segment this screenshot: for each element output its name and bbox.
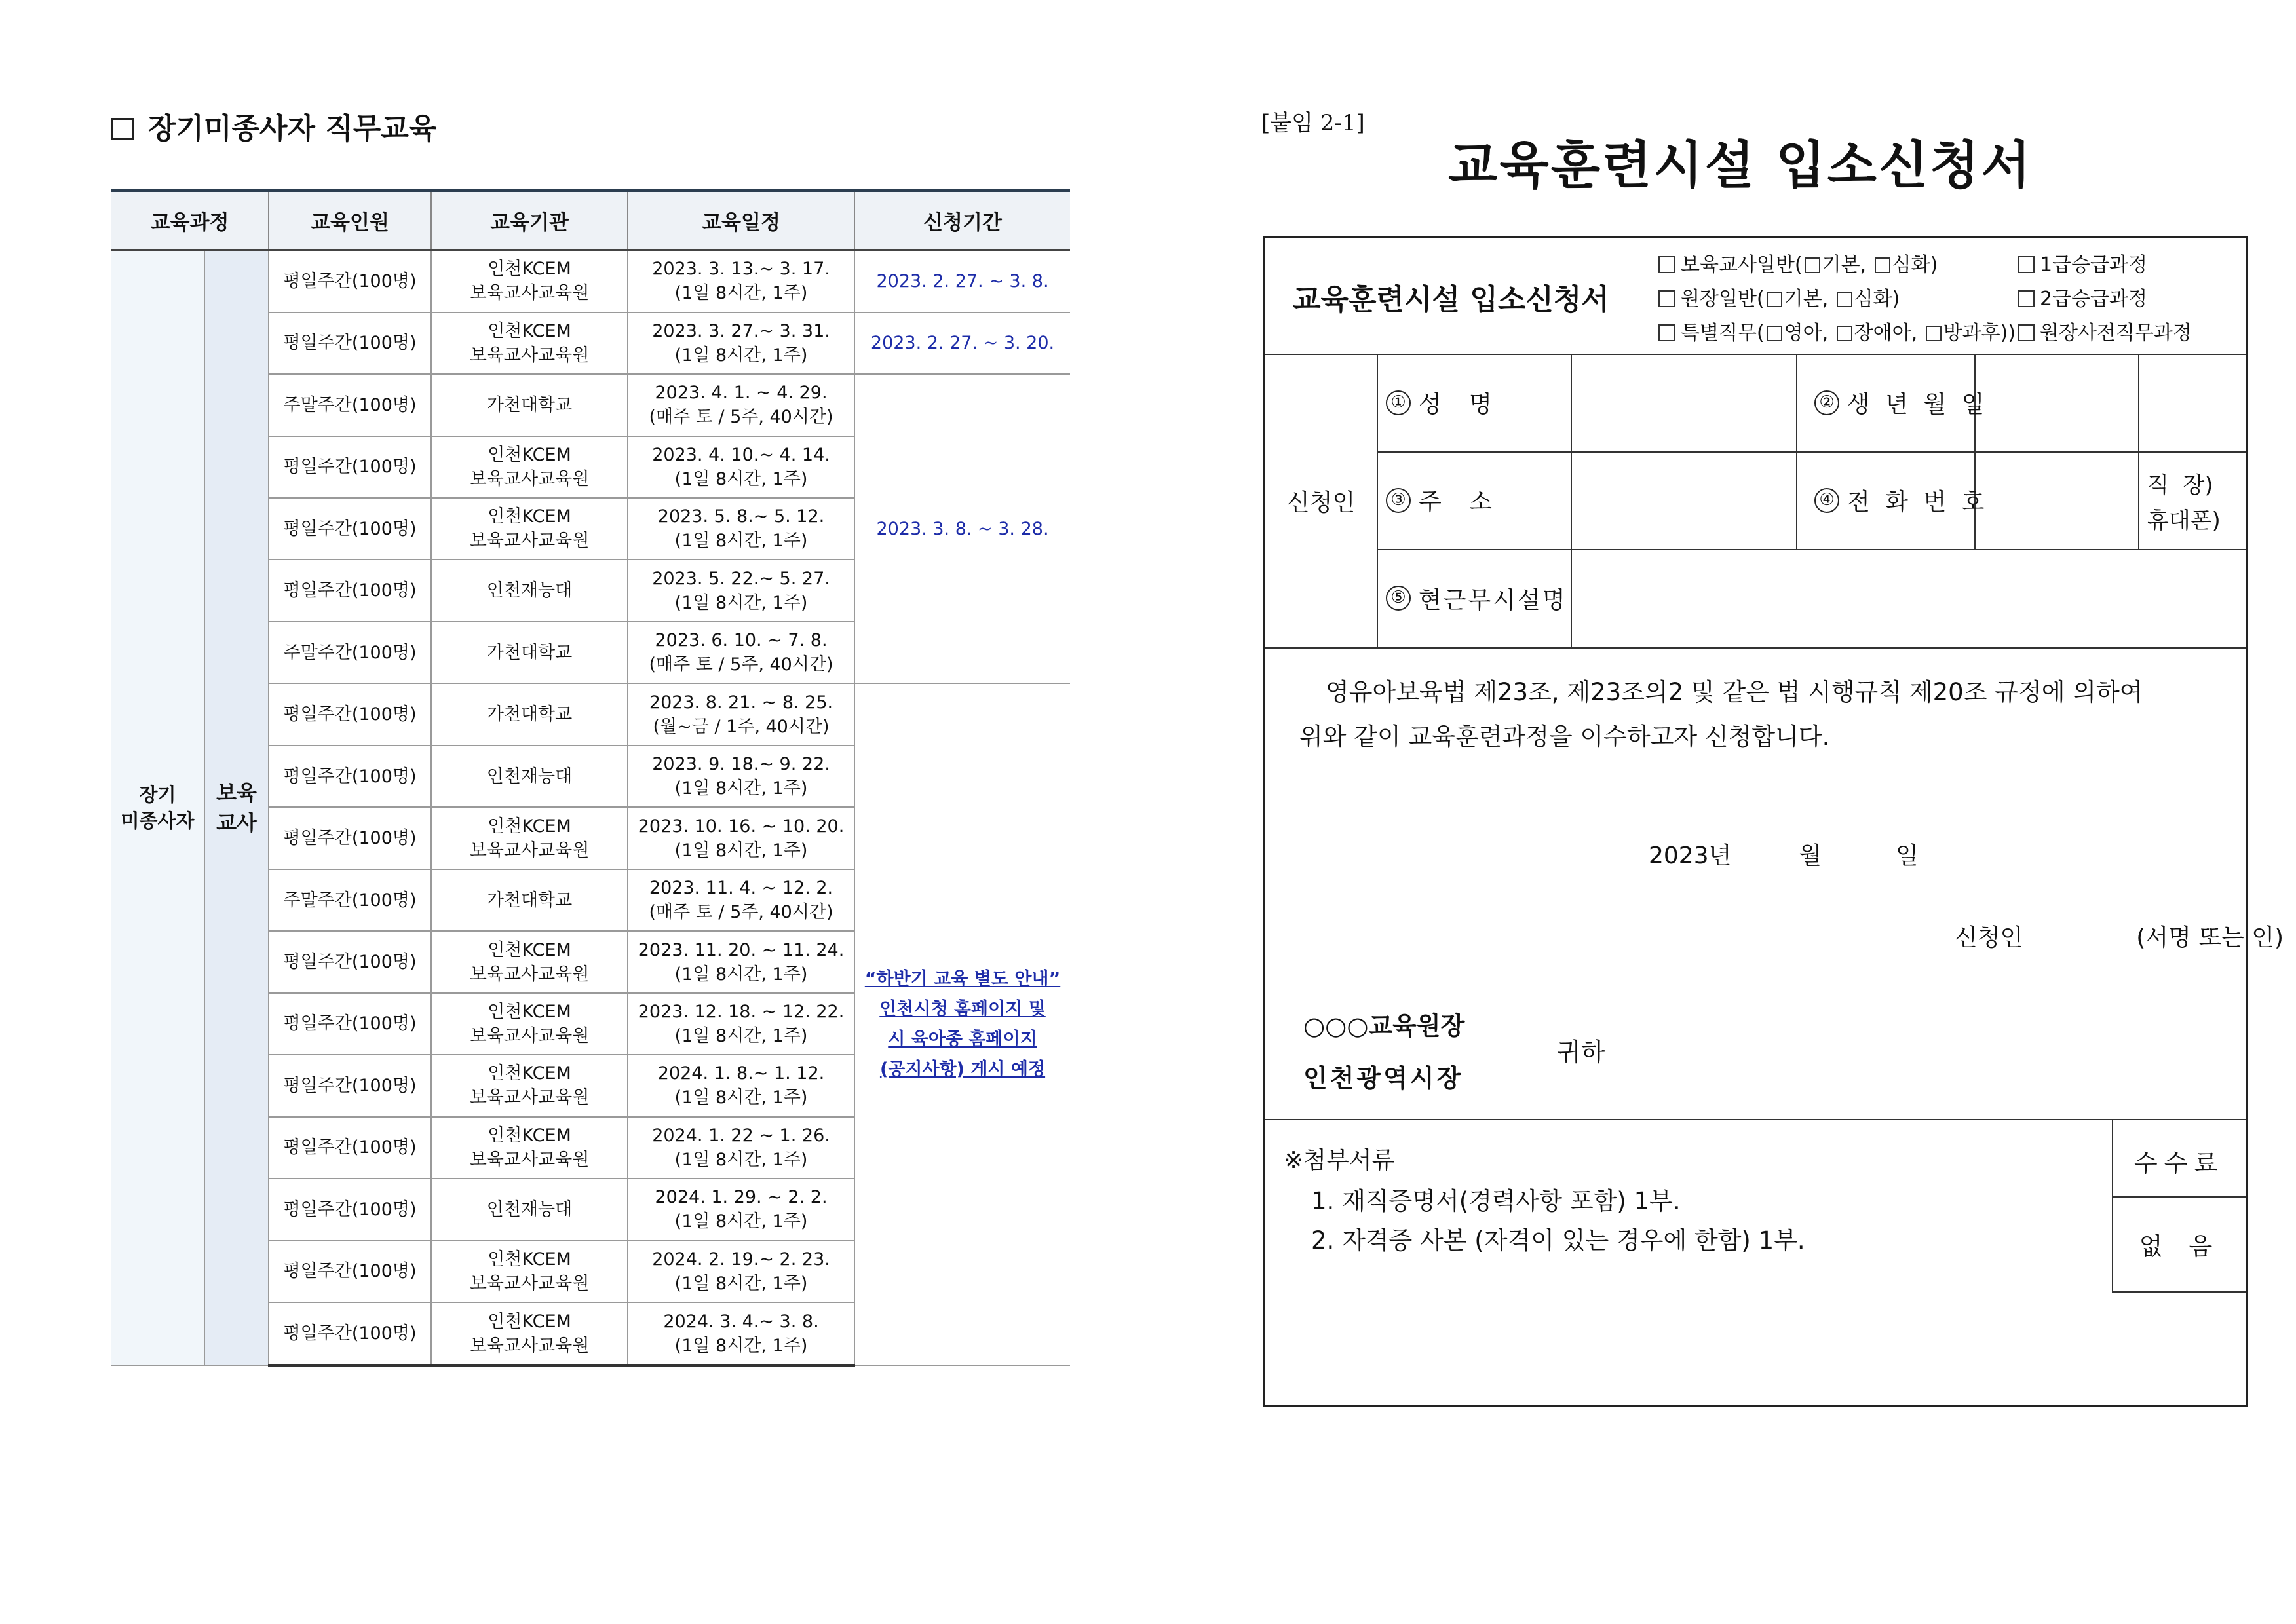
field-workplace-label	[1386, 549, 1567, 647]
option-grade1[interactable]	[2018, 248, 2147, 277]
option-label: 장애아,	[1854, 322, 1924, 345]
people-cell: 평일주간(100명)	[269, 1055, 431, 1116]
document-title: 교육훈련시설 입소신청서	[1448, 136, 2033, 195]
schedule-cell: 2024. 1. 8.~ 1. 12. (1일 8시간, 1주)	[628, 1055, 854, 1116]
addressee-1: ○○○교육원장	[1303, 1011, 1465, 1040]
date-month: 월	[1799, 842, 1822, 869]
org-cell: 인천KCEM 보육교사교육원	[431, 312, 628, 374]
people-cell: 평일주간(100명)	[269, 931, 431, 992]
option-grade2[interactable]	[2018, 282, 2147, 311]
field-address-label	[1386, 451, 1493, 549]
option-label: 심화)	[1854, 288, 1900, 311]
checkbox-icon[interactable]	[1805, 257, 1820, 273]
schedule-cell: 2023. 8. 21. ~ 8. 25. (월~금 / 1주, 40시간)	[628, 683, 854, 745]
schedule-cell: 2023. 12. 18. ~ 12. 22. (1일 8시간, 1주)	[628, 993, 854, 1055]
period-note-line: (공지사항) 게시 예정	[879, 1059, 1046, 1080]
checkbox-icon[interactable]	[1658, 324, 1675, 341]
schedule-table	[111, 189, 1070, 1367]
field-name-label	[1386, 354, 1493, 451]
application-form	[1263, 236, 2284, 1407]
attachment-item-2: 2. 자격증 사본 (자격이 있는 경우에 한함) 1부.	[1311, 1226, 1805, 1255]
org-cell: 가천대학교	[431, 622, 628, 683]
option-label: 1급승급과정	[2040, 254, 2147, 276]
schedule-cell: 2023. 3. 27.~ 3. 31. (1일 8시간, 1주)	[628, 312, 854, 374]
course-group-cell: 장기 미종사자	[111, 250, 204, 1366]
option-label: 방과후))	[1943, 322, 2016, 345]
checkbox-icon[interactable]	[1837, 326, 1852, 341]
org-cell: 인천KCEM 보육교사교육원	[431, 1117, 628, 1179]
date-year: 2023년	[1649, 842, 1732, 869]
option-director-pre[interactable]	[2018, 316, 2192, 345]
field-address-text: 주 소	[1419, 489, 1493, 516]
option-label: 원장일반(	[1681, 288, 1765, 311]
option-label: 기본,	[1822, 254, 1873, 276]
attachment-item-1: 1. 재직증명서(경력사항 포함) 1부.	[1311, 1187, 1681, 1215]
date-line	[1649, 837, 1919, 871]
checkbox-icon[interactable]	[1837, 292, 1852, 307]
table-header-row	[111, 191, 1070, 250]
field-name-text: 성 명	[1419, 391, 1493, 418]
form-rule	[1265, 1119, 2246, 1120]
option-label: 심화)	[1892, 254, 1938, 276]
option-label: 2급승급과정	[2040, 288, 2147, 311]
people-cell: 평일주간(100명)	[269, 746, 431, 807]
signer-line	[1955, 919, 2284, 953]
checkbox-icon[interactable]	[1767, 292, 1782, 307]
field-workplace-text: 현근무시설명	[1419, 586, 1567, 614]
birthdate-input[interactable]	[1985, 366, 2234, 441]
signer-label: 신청인	[1955, 924, 2023, 951]
people-cell: 평일주간(100명)	[269, 436, 431, 498]
form-rule	[1377, 354, 1378, 647]
org-cell: 인천KCEM 보육교사교육원	[431, 436, 628, 498]
schedule-cell: 2024. 2. 19.~ 2. 23. (1일 8시간, 1주)	[628, 1241, 854, 1302]
org-cell: 인천재능대	[431, 559, 628, 621]
section-heading	[111, 105, 436, 147]
schedule-cell: 2023. 11. 20. ~ 11. 24. (1일 8시간, 1주)	[628, 931, 854, 992]
statement-line-1: 영유아보육법 제23조, 제23조의2 및 같은 법 시행규칙 제20조 규정에 의하여	[1326, 678, 2143, 706]
period-note-line: “하반기 교육 별도 안내”	[864, 968, 1061, 989]
schedule-cell: 2023. 10. 16. ~ 10. 20. (1일 8시간, 1주)	[628, 807, 854, 869]
option-label: 영아,	[1784, 322, 1835, 345]
org-cell: 인천KCEM 보육교사교육원	[431, 931, 628, 992]
schedule-cell: 2023. 3. 13.~ 3. 17. (1일 8시간, 1주)	[628, 250, 854, 312]
header-org: 교육기관	[431, 191, 628, 250]
header-period: 신청기간	[854, 191, 1070, 250]
org-cell: 인천KCEM 보육교사교육원	[431, 807, 628, 869]
name-input[interactable]	[1580, 366, 1786, 441]
addressee-suffix: 귀하	[1557, 1038, 1605, 1067]
people-cell: 주말주간(100명)	[269, 869, 431, 931]
org-cell: 인천재능대	[431, 1179, 628, 1240]
form-title: 교육훈련시설 입소신청서	[1293, 283, 1609, 316]
schedule-cell: 2023. 5. 8.~ 5. 12. (1일 8시간, 1주)	[628, 498, 854, 559]
form-rule	[1377, 451, 2246, 453]
statement-line-2: 위와 같이 교육훈련과정을 이수하고자 신청합니다.	[1299, 723, 1830, 751]
section-heading-text: 장기미종사자 직무교육	[148, 112, 437, 145]
org-cell: 가천대학교	[431, 683, 628, 745]
fee-label: 수수료	[2133, 1149, 2225, 1177]
field-phone-label	[1814, 451, 1988, 549]
header-people: 교육인원	[269, 191, 431, 250]
people-cell: 평일주간(100명)	[269, 250, 431, 312]
period-cell: 2023. 2. 27. ~ 3. 8.	[854, 250, 1070, 312]
checkbox-icon[interactable]	[1658, 290, 1675, 307]
field-birth-text: 생 년 월 일	[1847, 391, 1989, 418]
phone-mobile-label: 휴대폰)	[2147, 508, 2221, 534]
phone-work-label: 직 장)	[2147, 472, 2213, 499]
schedule-cell: 2023. 4. 10.~ 4. 14. (1일 8시간, 1주)	[628, 436, 854, 498]
schedule-cell: 2024. 1. 22 ~ 1. 26. (1일 8시간, 1주)	[628, 1117, 854, 1179]
course-sub-cell: 보육 교사	[204, 250, 269, 1366]
circle-number-4: ④	[1814, 488, 1839, 513]
circle-number-5: ⑤	[1386, 586, 1411, 611]
schedule-cell: 2024. 1. 29. ~ 2. 2. (1일 8시간, 1주)	[628, 1179, 854, 1240]
option-special-duty[interactable]	[1658, 316, 2016, 345]
period-cell: 2023. 2. 27. ~ 3. 20.	[854, 312, 1070, 374]
people-cell: 주말주간(100명)	[269, 622, 431, 683]
schedule-cell: 2023. 4. 1. ~ 4. 29. (매주 토 / 5주, 40시간)	[628, 374, 854, 436]
people-cell: 평일주간(100명)	[269, 683, 431, 745]
checkbox-icon[interactable]	[2018, 290, 2035, 307]
people-cell: 평일주간(100명)	[269, 1179, 431, 1240]
address-input[interactable]	[1580, 463, 1786, 538]
period-note-line: 인천시청 홈페이지 및	[879, 998, 1046, 1019]
field-phone-text: 전 화 번 호	[1847, 489, 1989, 516]
checkbox-icon[interactable]	[2018, 324, 2035, 341]
people-cell: 평일주간(100명)	[269, 1241, 431, 1302]
form-rule	[1265, 647, 2246, 649]
attachment-label: [붙임 2-1]	[1261, 110, 1365, 136]
period-note-line: 시 육아종 홈페이지	[888, 1029, 1037, 1049]
attachments-title: ※첨부서류	[1284, 1147, 1395, 1174]
people-cell: 평일주간(100명)	[269, 807, 431, 869]
org-cell: 인천재능대	[431, 746, 628, 807]
org-cell: 인천KCEM 보육교사교육원	[431, 1055, 628, 1116]
schedule-cell: 2023. 5. 22.~ 5. 27. (1일 8시간, 1주)	[628, 559, 854, 621]
checkbox-square-icon	[111, 118, 134, 140]
people-cell: 평일주간(100명)	[269, 1117, 431, 1179]
option-teacher-general[interactable]	[1658, 248, 1938, 277]
schedule-cell: 2023. 6. 10. ~ 7. 8. (매주 토 / 5주, 40시간)	[628, 622, 854, 683]
org-cell: 인천KCEM 보육교사교육원	[431, 498, 628, 559]
checkbox-icon[interactable]	[1658, 256, 1675, 273]
org-cell: 인천KCEM 보육교사교육원	[431, 1241, 628, 1302]
option-label: 원장사전직무과정	[2040, 322, 2192, 345]
org-cell: 인천KCEM 보육교사교육원	[431, 993, 628, 1055]
checkbox-icon[interactable]	[1875, 257, 1890, 273]
option-label: 보육교사일반(	[1681, 254, 1803, 276]
people-cell: 평일주간(100명)	[269, 1302, 431, 1365]
org-cell: 가천대학교	[431, 374, 628, 436]
schedule-cell: 2023. 9. 18.~ 9. 22. (1일 8시간, 1주)	[628, 746, 854, 807]
workplace-input[interactable]	[1580, 560, 2235, 635]
signer-note: (서명 또는 인)	[2136, 924, 2284, 951]
option-label: 특별직무(	[1681, 322, 1765, 345]
form-rule	[2112, 1291, 2246, 1293]
people-cell: 평일주간(100명)	[269, 993, 431, 1055]
people-cell: 주말주간(100명)	[269, 374, 431, 436]
header-course: 교육과정	[111, 191, 269, 250]
people-cell: 평일주간(100명)	[269, 312, 431, 374]
org-cell: 인천KCEM 보육교사교육원	[431, 250, 628, 312]
applicant-label: 신청인	[1286, 489, 1356, 516]
period-cell: 2023. 3. 8. ~ 3. 28.	[854, 374, 1070, 683]
form-rule	[1796, 354, 1797, 549]
statement	[1299, 670, 2143, 759]
circle-number-3: ③	[1386, 488, 1411, 513]
date-day: 일	[1896, 842, 1919, 869]
people-cell: 평일주간(100명)	[269, 559, 431, 621]
addressee-2: 인천광역시장	[1303, 1064, 1464, 1093]
org-cell: 가천대학교	[431, 869, 628, 931]
form-rule	[1571, 354, 1572, 647]
circle-number-1: ①	[1386, 390, 1411, 415]
fee-value: 없음	[2139, 1232, 2239, 1260]
org-cell: 인천KCEM 보육교사교육원	[431, 1302, 628, 1365]
period-cell	[854, 683, 1070, 1365]
option-director-general[interactable]	[1658, 282, 1900, 311]
checkbox-icon[interactable]	[2018, 256, 2035, 273]
circle-number-2: ②	[1814, 390, 1839, 415]
checkbox-icon[interactable]	[1926, 326, 1942, 341]
people-cell: 평일주간(100명)	[269, 498, 431, 559]
option-label: 기본,	[1784, 288, 1835, 311]
schedule-cell: 2023. 11. 4. ~ 12. 2. (매주 토 / 5주, 40시간)	[628, 869, 854, 931]
checkbox-icon[interactable]	[1767, 326, 1782, 341]
field-birth-label	[1814, 354, 1988, 451]
table-row	[111, 250, 1070, 312]
header-schedule: 교육일정	[628, 191, 854, 250]
schedule-cell: 2024. 3. 4.~ 3. 8. (1일 8시간, 1주)	[628, 1302, 854, 1365]
